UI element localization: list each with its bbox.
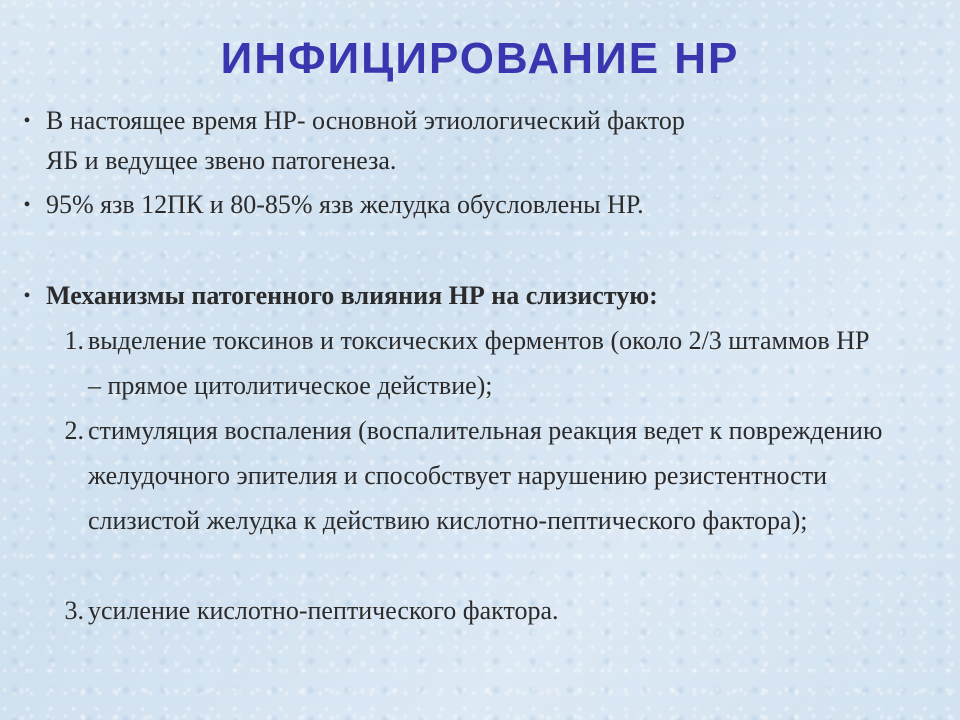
slide-title: ИНФИЦИРОВАНИЕ НР	[220, 34, 740, 83]
bullet-item	[8, 101, 908, 181]
bullet-text: 95% язв 12ПК и 80-85% язв желудка обусловлены НР.	[46, 190, 644, 219]
bullet-dot-icon: •	[23, 194, 31, 216]
bullet-text: В настоящее время НР- основной этиологический фактор ЯБ и ведущее звено патогенеза.	[46, 106, 685, 175]
bullet-dot-icon: •	[23, 110, 31, 132]
numbered-item	[48, 588, 918, 633]
item-text: стимуляция воспаления (воспалительная реакция ведет к повреждению желудочного эпителия и способствует нарушению резистентности слизистой желудка к действию кислотно-пептического фактора);	[88, 416, 883, 535]
bullet-item	[8, 276, 908, 316]
item-number: 1.	[64, 326, 84, 355]
numbered-item	[48, 408, 918, 543]
item-number: 2.	[64, 416, 84, 445]
bullet-item	[8, 185, 908, 225]
item-text: выделение токсинов и токсических ферментов (около 2/3 штаммов НР – прямое цитолитическое действие);	[88, 326, 870, 400]
numbered-item	[48, 318, 918, 408]
item-number: 3.	[64, 596, 84, 625]
item-text: усиление кислотно-пептического фактора.	[88, 596, 559, 625]
bullet-dot-icon: •	[23, 285, 31, 307]
bullet-text-heading: Механизмы патогенного влияния НР на слизистую:	[46, 281, 658, 310]
